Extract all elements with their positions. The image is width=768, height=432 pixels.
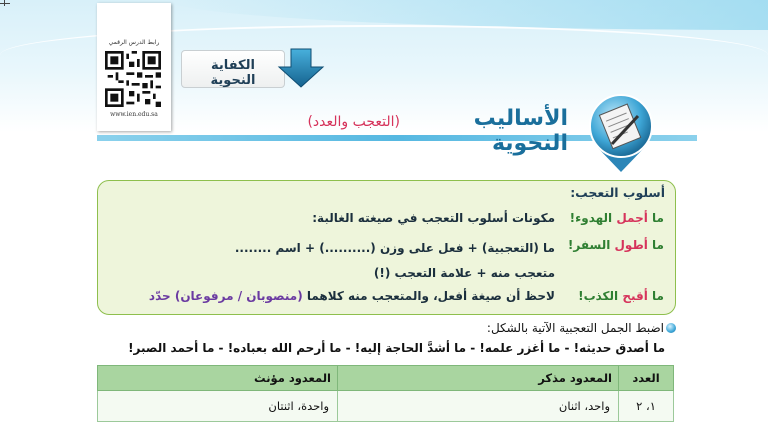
digital-lesson-url[interactable]: www.ien.edu.sa (110, 111, 158, 118)
page-title: الأساليب النحوية (473, 106, 568, 156)
cell-masculine[interactable]: واحد، اثنان (338, 391, 619, 422)
exercise-bullet-icon (666, 323, 676, 333)
cell-feminine[interactable]: واحدة، اثنتان (98, 391, 338, 422)
arrow-down-icon (277, 47, 327, 89)
section-tab-label: الكفاية النحوية (210, 58, 256, 88)
qr-code-icon[interactable] (105, 51, 161, 107)
example-suffix: السفر! (567, 238, 615, 252)
digital-lesson-card[interactable] (97, 3, 171, 131)
page-subtitle: (التعجب والعدد) (307, 114, 400, 130)
exclamation-heading: أسلوب التعجب: (570, 185, 665, 200)
crop-mark-horizontal (0, 3, 10, 4)
cell-number: ١، ٢ (619, 391, 674, 422)
example-sentence (570, 211, 664, 225)
components-formula: ما (التعجبية) + فعل على وزن (..........) + اسم ........ متعجب منه + علامة التعجب (!) (234, 241, 555, 280)
header-number: العدد (619, 366, 674, 391)
note-text: لاحظ أن صيغة أفعل، والمتعجب منه كلاهما (302, 289, 555, 303)
example-sentence (568, 238, 664, 252)
digital-lesson-title: رابط الدرس الرقمي (108, 39, 160, 46)
example-highlight: أقبح (622, 289, 648, 303)
exercise-sentences: ما أصدق حديثه! - ما أغزر علمه! - ما أشدَّ الحاجة إليه! - ما أرحم الله بعباده! - ما أحمد الصبر! (128, 341, 665, 355)
note-instruction: حدّد (148, 289, 175, 303)
example-prefix: ما (647, 289, 664, 303)
number-agreement-table (97, 365, 674, 422)
table-header-row (98, 366, 674, 391)
agreement-note (149, 289, 555, 303)
example-suffix: الهدوء! (569, 211, 617, 225)
note-options[interactable]: (منصوبان / مرفوعان) (174, 289, 303, 303)
example-sentence (578, 289, 664, 303)
exercise-instruction: اضبط الجمل التعجبية الآتية بالشكل: (486, 321, 664, 335)
example-prefix: ما (647, 238, 664, 252)
header-masculine: المعدود مذكر (338, 366, 619, 391)
table-row (98, 391, 674, 422)
example-prefix: ما (647, 211, 664, 225)
example-highlight: أجمل (616, 211, 648, 225)
notebook-pen-icon (578, 88, 664, 174)
example-highlight: أطول (614, 238, 648, 252)
components-title: مكونات أسلوب التعجب في صيغته الغالبة: (312, 211, 555, 225)
header-feminine: المعدود مؤنث (98, 366, 338, 391)
example-suffix: الكذب! (578, 289, 623, 303)
